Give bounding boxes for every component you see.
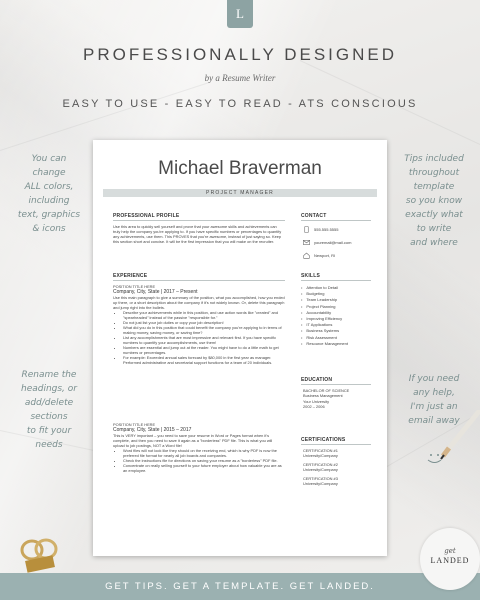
job-meta: Company, City, State | 2015 – 2017 [113, 427, 192, 433]
education-block [303, 388, 375, 410]
skill-item: • Team Leadership [301, 297, 348, 303]
note-tips [392, 152, 476, 250]
cert-org: University/Company [303, 467, 338, 473]
job-meta: Company, City, State | 2017 – Present [113, 289, 198, 295]
note-line: add/delete [24, 398, 74, 408]
contact-email [303, 239, 351, 246]
note-line: Tips included [404, 154, 464, 164]
cert-name: CERTIFICATION #1 [303, 448, 338, 453]
resume-title-bar: PROJECT MANAGER [103, 189, 377, 197]
divider [113, 220, 285, 221]
job-bullet: • Numbers are essential and jump out at the reader. You might have to do a little math to get numbers or percentages. [123, 345, 285, 355]
byline: by a Resume Writer [204, 73, 276, 83]
experience-heading: EXPERIENCE [113, 273, 148, 279]
job-bullet: • What did you do in this position that could benefit the company you're applying to in terms of making money, saving money, or saving time? [123, 325, 285, 335]
resume-name: Michael Braverman [158, 158, 322, 179]
note-line: throughout [408, 168, 460, 178]
job-bullet: • Word files will not look like they should on the receiving end, which is why PDF is now the preferred file format for nearly all job boards and companies. [123, 448, 285, 458]
job-bullet: • Check the instructions file for directions on saving your resume as a "borderless" PDF file. [123, 458, 285, 463]
landed-seal [420, 528, 480, 590]
job-bullet: • Describe your achievements while in this position, and use action words like "created" and "spearheaded" instead of the passive "responsible for." [123, 310, 285, 320]
resume-preview [93, 140, 387, 556]
divider [301, 444, 371, 445]
note-line: and where [410, 238, 458, 248]
divider [301, 384, 371, 385]
note-line: needs [35, 440, 63, 450]
pencil-icon [440, 410, 480, 460]
job-title: POSITION TITLE HERE [113, 284, 156, 289]
skill-item: • IT Applications [301, 322, 348, 328]
seal-script: get [444, 547, 456, 555]
note-sections [10, 368, 88, 452]
skill-item: • Budgeting [301, 291, 348, 297]
contact-location [303, 252, 335, 259]
cert-name: CERTIFICATION #3 [303, 475, 338, 481]
note-line: exactly what [405, 210, 463, 220]
skill-item: • Attention to Detail [301, 285, 348, 291]
skills-list [301, 285, 348, 347]
home-icon [303, 252, 310, 259]
seal-word: LANDED [430, 556, 470, 565]
note-line: change [32, 168, 66, 178]
note-line: template [413, 182, 455, 192]
mail-icon [303, 239, 310, 246]
divider [301, 220, 371, 221]
cert-org: University/Company [303, 453, 338, 459]
note-line: If you need [408, 374, 460, 384]
note-line: headings, or [20, 384, 77, 394]
profile-heading: PROFESSIONAL PROFILE [113, 213, 180, 219]
skill-item: • Project Planning [301, 304, 348, 310]
binder-clip-icon [18, 538, 62, 574]
job-bullet: • List any accomplishments that are most impressive and relevant first. If you have specific numbers to quantify your accomplishments, use them! [123, 335, 285, 345]
divider [301, 280, 371, 281]
profile-text: Use this area to quickly sell yourself and prove that your awesome skills and achievements can truly help the company you're applying to. If you have specific numbers or percentages to quantify any achievements, use them. This PROVES that you're awesome, instead of just saying so. Keep this section short and concise. It will be the first impression that you will make on the recruiter. [113, 224, 282, 244]
cert-name: CERTIFICATION #2 [303, 461, 338, 467]
note-line: Rename the [21, 370, 77, 380]
certifications-heading: CERTIFICATIONS [301, 437, 346, 443]
note-line: including [28, 196, 70, 206]
note-line: sections [30, 412, 68, 422]
education-years: 2002 – 2006 [303, 404, 325, 410]
contact-heading: CONTACT [301, 213, 327, 219]
certifications-block [303, 448, 375, 486]
cert-org: University/Company [303, 481, 338, 487]
contact-phone [303, 226, 338, 233]
note-line: ALL colors, [24, 182, 74, 192]
skill-item: • Accountability [301, 310, 348, 316]
note-line: You can [31, 154, 67, 164]
note-line: email away [408, 416, 460, 426]
contact-email-text: youremail@mail.com [314, 240, 352, 245]
phone-icon [303, 226, 310, 233]
note-colors [10, 152, 88, 236]
education-field: Business Management [303, 393, 343, 399]
education-school: Your University [303, 398, 330, 404]
job-intro: This is VERY important – you need to save your resume in Word or Pages format when it's complete, and then you need to save it again as a "borderless" PDF file. This is what you will upload to job postings, NOT a Word file! [113, 433, 273, 448]
job-bullet: • For example: Exceeded annual sales forecast by $80,000 in the first year as manager. Performed administrative and secretarial support functions for a team of 20 individuals. [123, 355, 285, 365]
education-heading: EDUCATION [301, 377, 333, 383]
note-line: & icons [32, 224, 66, 234]
note-line: to write [416, 224, 452, 234]
education-degree: BACHELOR OF SCIENCE [303, 388, 350, 393]
note-line: so you know [405, 196, 463, 206]
skills-heading: SKILLS [301, 273, 320, 279]
tagline: EASY TO USE - EASY TO READ - ATS CONSCIOUS [62, 98, 418, 110]
note-line: any help, [413, 388, 455, 398]
note-line: text, graphics [17, 210, 81, 220]
skill-item: • Improving Efficiency [301, 316, 348, 322]
headline: PROFESSIONALLY DESIGNED [83, 45, 397, 64]
job-intro: Use this main paragraph to give a summary of the position, what you accomplished, how you ended up there, or a short description about the company if it's not widely known. Or, delete this paragraph and jump right into the bullets. [113, 295, 285, 310]
job-bullet: • Do not just list your job duties or copy your job description! [123, 320, 285, 325]
skill-item: • Business Systems [301, 328, 348, 334]
footer-cta: GET TIPS. GET A TEMPLATE. GET LANDED. [0, 573, 480, 600]
note-line: to fit your [26, 426, 72, 436]
job-bullet: • Concentrate on really selling yourself to your future employer about how valuable you are as an employee. [123, 463, 285, 473]
job-2 [113, 422, 285, 473]
note-line: I'm just an [410, 402, 458, 412]
skill-item: • Resource Management [301, 341, 348, 347]
contact-location-text: Newport, RI [314, 253, 336, 258]
contact-phone-text: 555.555.5555 [314, 227, 339, 232]
divider [113, 280, 285, 281]
job-title: POSITION TITLE HERE [113, 422, 156, 427]
job-1 [113, 284, 285, 365]
skill-item: • Risk Assessment [301, 335, 348, 341]
brand-logo: L [227, 0, 253, 28]
